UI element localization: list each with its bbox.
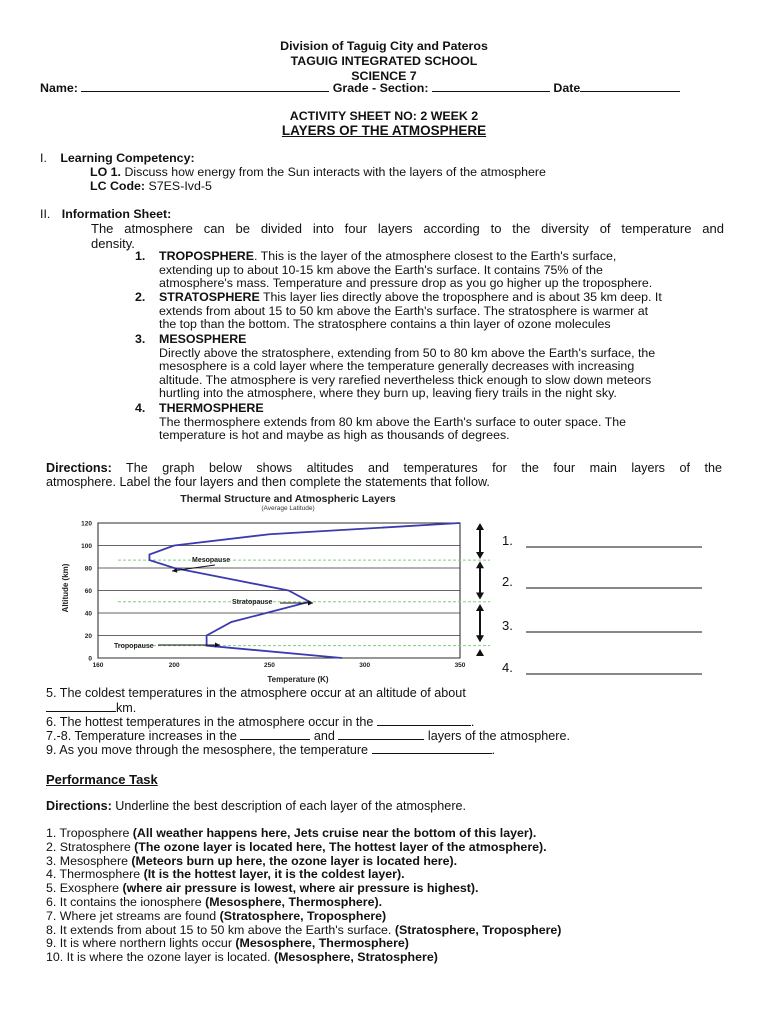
layer-text: The thermosphere extends from 80 km above the Earth's surface to outer space. The [159, 414, 627, 429]
question-9 [46, 742, 495, 757]
chart-grid [98, 523, 490, 658]
y-tick-label: 60 [84, 588, 92, 595]
question-5 [46, 686, 466, 715]
chart-title: Thermal Structure and Atmospheric Layers [180, 493, 396, 505]
section-number: II. [40, 207, 51, 221]
x-tick-label: 250 [264, 662, 275, 669]
directions-text: atmosphere. Label the four layers and then complete the statements that follow. [46, 475, 490, 489]
lc-code-line [90, 179, 212, 193]
question-text: . [491, 743, 496, 757]
y-tick-label: 120 [81, 520, 92, 528]
question-7-8 [46, 728, 570, 743]
name-label: Name: [40, 81, 78, 95]
document-header [0, 39, 768, 84]
list-item [46, 827, 561, 841]
layer-name: MESOSPHERE [159, 332, 247, 346]
item-options[interactable]: (All weather happens here, Jets cruise near the bottom of this layer). [132, 826, 537, 840]
atmosphere-chart [50, 490, 730, 685]
item-options[interactable]: (Mesosphere, Thermosphere). [205, 894, 383, 909]
question-text: km. [116, 701, 137, 715]
layer-label-number: 1. [502, 533, 513, 548]
layer-label-blanks [476, 523, 702, 675]
question-text: . [470, 715, 475, 729]
directions-line [46, 461, 722, 475]
y-axis-label: Altitude (km) [61, 563, 70, 613]
layer-number: 2. [135, 290, 146, 304]
chart-annotations [114, 557, 313, 650]
activity-label: ACTIVITY SHEET NO: 2 WEEK 2 [289, 109, 479, 123]
x-axis-label: Temperature (K) [267, 675, 329, 684]
x-tick-label: 160 [92, 662, 104, 669]
layer-text: . This is the layer of the atmosphere closest to the Earth's surface, [254, 249, 617, 263]
question-text: 5. The coldest temperatures in the atmosphere occur at an altitude of about [46, 686, 466, 700]
y-tick-labels [81, 521, 92, 663]
page-title: LAYERS OF THE ATMOSPHERE [281, 123, 487, 138]
list-item [46, 868, 561, 882]
item-text: 8. It extends from about 15 to 50 km above the Earth's surface. [46, 922, 395, 937]
arrowhead [476, 649, 484, 656]
item-text: 9. It is where northern lights occur [46, 936, 236, 951]
list-item [46, 910, 561, 924]
x-tick-label: 350 [454, 662, 466, 669]
layer-name: TROPOSPHERE [159, 249, 255, 263]
annotation-label: Tropopause [114, 643, 154, 650]
answer-blank[interactable] [338, 728, 424, 740]
arrowhead [476, 561, 484, 568]
grade-section-field[interactable] [432, 80, 550, 92]
directions-text: Underline the best description of each layer of the atmosphere. [111, 799, 467, 813]
list-item [46, 855, 561, 869]
y-tick-label: 40 [84, 610, 92, 618]
answer-blank[interactable] [372, 742, 492, 754]
item-text: 3. Mesosphere [46, 853, 132, 868]
lc-code: S7ES-Ivd-5 [148, 179, 212, 193]
division-text: Division of Taguig City and Pateros [280, 39, 488, 53]
list-item [46, 841, 561, 855]
arrowhead [476, 523, 484, 530]
arrowhead [476, 552, 484, 559]
question-text: 9. As you move through the mesosphere, the temperature [46, 743, 369, 757]
layer-text: temperature is hot and maybe as high as thousands of degrees. [159, 428, 510, 443]
layer-text: extends from about 15 to 50 km above the Earth's surface. The stratosphere is warmer at [159, 303, 649, 318]
answer-blank[interactable] [377, 714, 471, 726]
list-item [46, 924, 561, 938]
lo-label: LO 1. [90, 165, 121, 179]
date-field[interactable] [580, 80, 680, 92]
item-options[interactable]: (Mesosphere, Thermosphere) [235, 936, 409, 951]
list-item [46, 882, 561, 896]
layer-text: This layer lies directly above the troposphere and is about 35 km deep. It [259, 290, 662, 304]
layer-number: 1. [135, 249, 146, 263]
layer-label-number: 3. [502, 618, 513, 633]
layer-text: atmosphere's mass. Temperature and pressure drop as you go higher up the troposphere. [159, 276, 653, 291]
layer-text: extending up to about 10-15 km above the Earth's surface. It contains 75% of the [159, 262, 603, 277]
annotation-arrowhead [308, 601, 313, 606]
item-options[interactable]: (It is the hottest layer, it is the coldest layer). [143, 867, 405, 882]
layer-text: hurtling into the atmosphere, where they burn up, leaving fiery trails in the night sky. [159, 386, 617, 401]
item-text: 1. Troposphere [46, 826, 133, 840]
layer-name: THERMOSPHERE [159, 401, 264, 415]
layer-item [135, 333, 735, 401]
arrowhead [476, 635, 484, 642]
layer-text: mesosphere is a cold layer where the temperature generally decreases with increasing [159, 359, 635, 374]
y-tick-label: 0 [88, 655, 92, 663]
item-text: 7. Where jet streams are found [46, 908, 220, 923]
lo-text: Discuss how energy from the Sun interacts with the layers of the atmosphere [124, 165, 546, 179]
arrowhead [476, 593, 484, 600]
performance-title: Performance Task [46, 772, 158, 787]
item-options[interactable]: (Mesosphere, Stratosphere) [273, 950, 438, 965]
arrowhead [476, 604, 484, 611]
annotation-label: Stratopause [232, 599, 273, 606]
lc-code-label: LC Code: [90, 179, 146, 193]
directions-label: Directions: [46, 461, 112, 475]
y-tick-label: 100 [81, 543, 92, 550]
performance-list [46, 827, 561, 965]
layer-text: the top than the bottom. The stratosphere contains a thin layer of ozone molecules [159, 317, 611, 332]
info-title: Information Sheet: [61, 207, 172, 221]
layer-number: 3. [135, 332, 146, 346]
item-options[interactable]: (Meteors burn up here, the ozone layer is located here). [131, 853, 458, 868]
layer-label-number: 4. [502, 660, 513, 675]
subject-text: SCIENCE 7 [351, 69, 417, 83]
question-6 [46, 714, 474, 729]
item-options[interactable]: (Stratosphere, Troposphere) [394, 922, 562, 937]
answer-blank[interactable] [46, 700, 116, 712]
y-tick-label: 80 [84, 565, 92, 573]
layer-text: altitude. The atmosphere is very rarefied nevertheless thick enough to slow down meteors [159, 372, 652, 387]
directions-label: Directions: [46, 799, 112, 813]
info-intro-line: The atmosphere can be divided into four layers according to the diversity of temperature and [91, 221, 724, 236]
list-item [46, 937, 561, 951]
student-info-row [40, 80, 720, 95]
layer-number: 4. [135, 401, 146, 415]
date-label: Date [553, 81, 581, 95]
info-intro-line: density. [91, 236, 135, 251]
x-tick-labels [93, 662, 466, 669]
item-text: 2. Stratosphere [46, 839, 135, 854]
grade-section-label: Grade - Section: [332, 81, 429, 95]
question-text: and [313, 729, 335, 743]
layer-label-number: 2. [502, 574, 513, 589]
question-text: 6. The hottest temperatures in the atmosphere occur in the [46, 715, 374, 729]
item-text: 4. Thermosphere [46, 867, 144, 882]
competency-heading [40, 151, 195, 165]
item-options[interactable]: (where air pressure is lowest, where air pressure is highest). [122, 881, 479, 896]
directions-text: The graph below shows altitudes and temperatures for the four main layers of the [111, 461, 722, 475]
info-heading [40, 207, 171, 221]
layer-item [135, 402, 735, 443]
list-item [46, 951, 561, 965]
name-field[interactable] [81, 80, 329, 92]
lo-line [90, 165, 546, 179]
layer-item [135, 291, 735, 332]
item-text: 10. It is where the ozone layer is located. [46, 950, 274, 965]
chart-subtitle: (Average Latitude) [261, 505, 315, 512]
y-tick-label: 20 [84, 633, 92, 640]
answer-blank[interactable] [240, 728, 310, 740]
competency-title: Learning Competency: [60, 151, 195, 165]
layer-text: Directly above the stratosphere, extending from 50 to 80 km above the Earth's surface, the [159, 345, 656, 360]
x-tick-label: 200 [168, 662, 180, 669]
layer-item [135, 250, 735, 291]
question-text: 7.-8. Temperature increases in the [46, 729, 237, 743]
list-item [46, 896, 561, 910]
question-text: layers of the atmosphere. [427, 729, 570, 743]
annotation-label: Mesopause [192, 557, 231, 564]
performance-directions [46, 799, 466, 813]
section-number: I. [40, 151, 47, 165]
item-options[interactable]: (Stratosphere, Troposphere) [219, 908, 387, 923]
item-text: 5. Exosphere [46, 881, 123, 896]
item-text: 6. It contains the ionosphere [46, 894, 206, 909]
x-tick-label: 300 [359, 662, 371, 669]
layer-name: STRATOSPHERE [159, 290, 260, 304]
school-text: TAGUIG INTEGRATED SCHOOL [290, 54, 478, 68]
item-options[interactable]: (The ozone layer is located here, The hottest layer of the atmosphere). [134, 839, 547, 854]
